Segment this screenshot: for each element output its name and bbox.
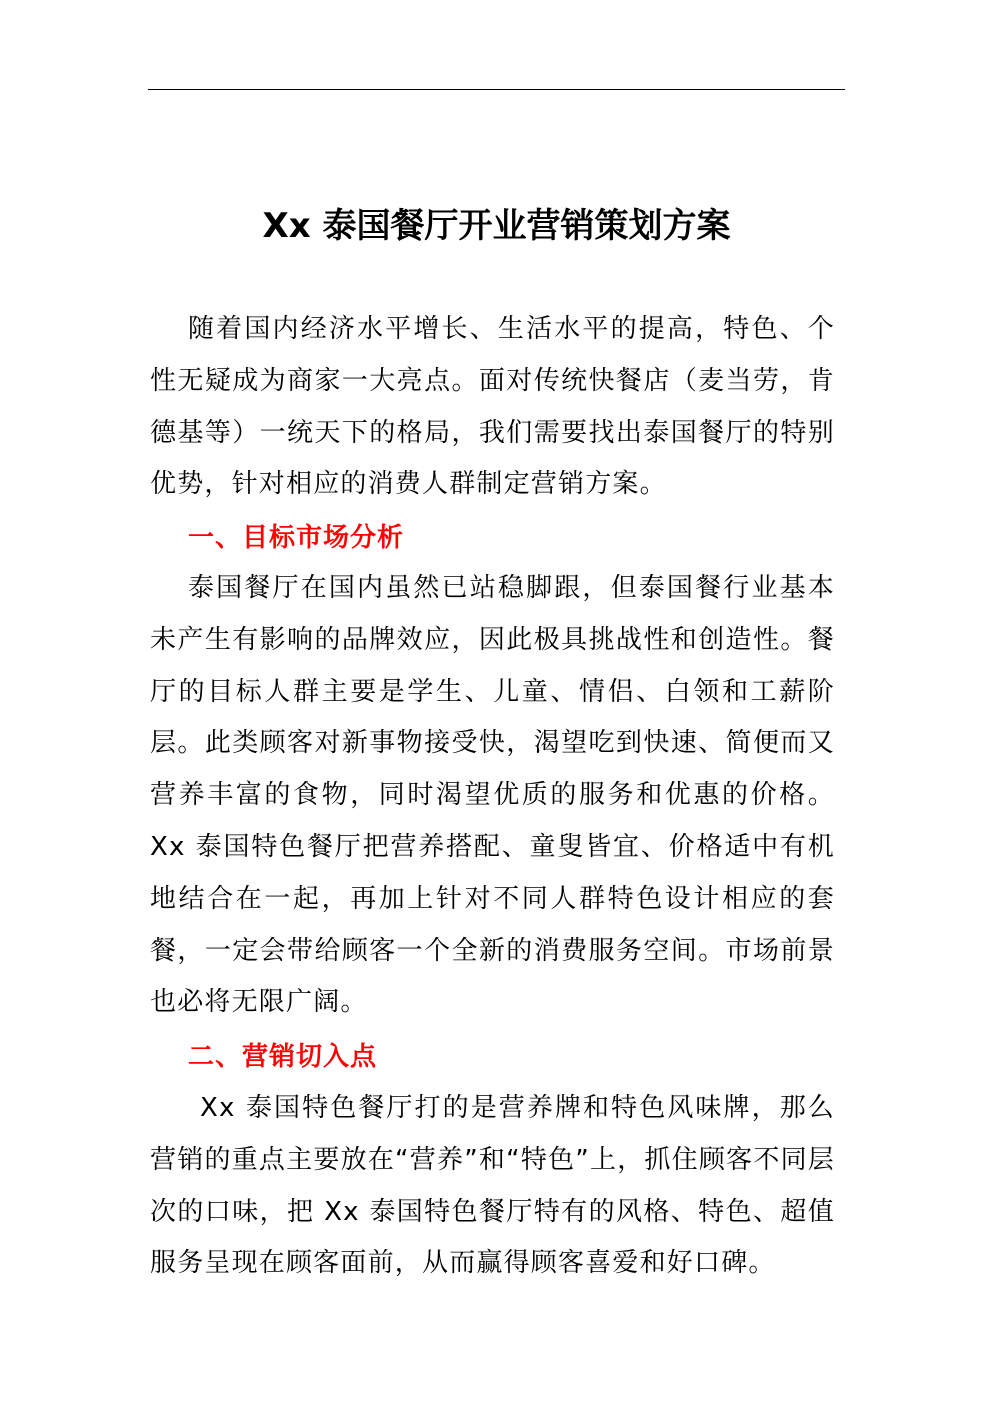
section-heading-marketing-entry: 二、营销切入点 xyxy=(188,1042,378,1072)
intro-paragraph: 随着国内经济水平增长、生活水平的提高，特色、个性无疑成为商家一大亮点。面对传统快餐店（麦当劳，肯德基等）一统天下的格局，我们需要找出泰国餐厅的特别优势，针对相应的消费人群制定营销方案。 xyxy=(150,314,835,500)
section-heading-target-market: 一、目标市场分析 xyxy=(188,523,405,553)
section-body-marketing-entry: Xx 泰国特色餐厅打的是营养牌和特色风味牌，那么营销的重点主要放在“营养”和“特色”上，抓住顾客不同层次的口味，把 Xx 泰国特色餐厅特有的风格、特色、超值服务呈现在顾客面前，从而赢得顾客喜爱和好口碑。 xyxy=(150,1093,835,1279)
section-body-target-market: 泰国餐厅在国内虽然已站稳脚跟，但泰国餐行业基本未产生有影响的品牌效应，因此极具挑战性和创造性。餐厅的目标人群主要是学生、儿童、情侣、白领和工薪阶层。此类顾客对新事物接受快，渴望吃到快速、简便而又营养丰富的食物，同时渴望优质的服务和优惠的价格。Xx 泰国特色餐厅把营养搭配、童叟皆宜、价格适中有机地结合在一起，再加上针对不同人群特色设计相应的套餐，一定会带给顾客一个全新的消费服务空间。市场前景也必将无限广阔。 xyxy=(150,573,835,1018)
header-rule xyxy=(148,89,845,90)
document-title: Xx 泰国餐厅开业营销策划方案 xyxy=(262,206,731,246)
